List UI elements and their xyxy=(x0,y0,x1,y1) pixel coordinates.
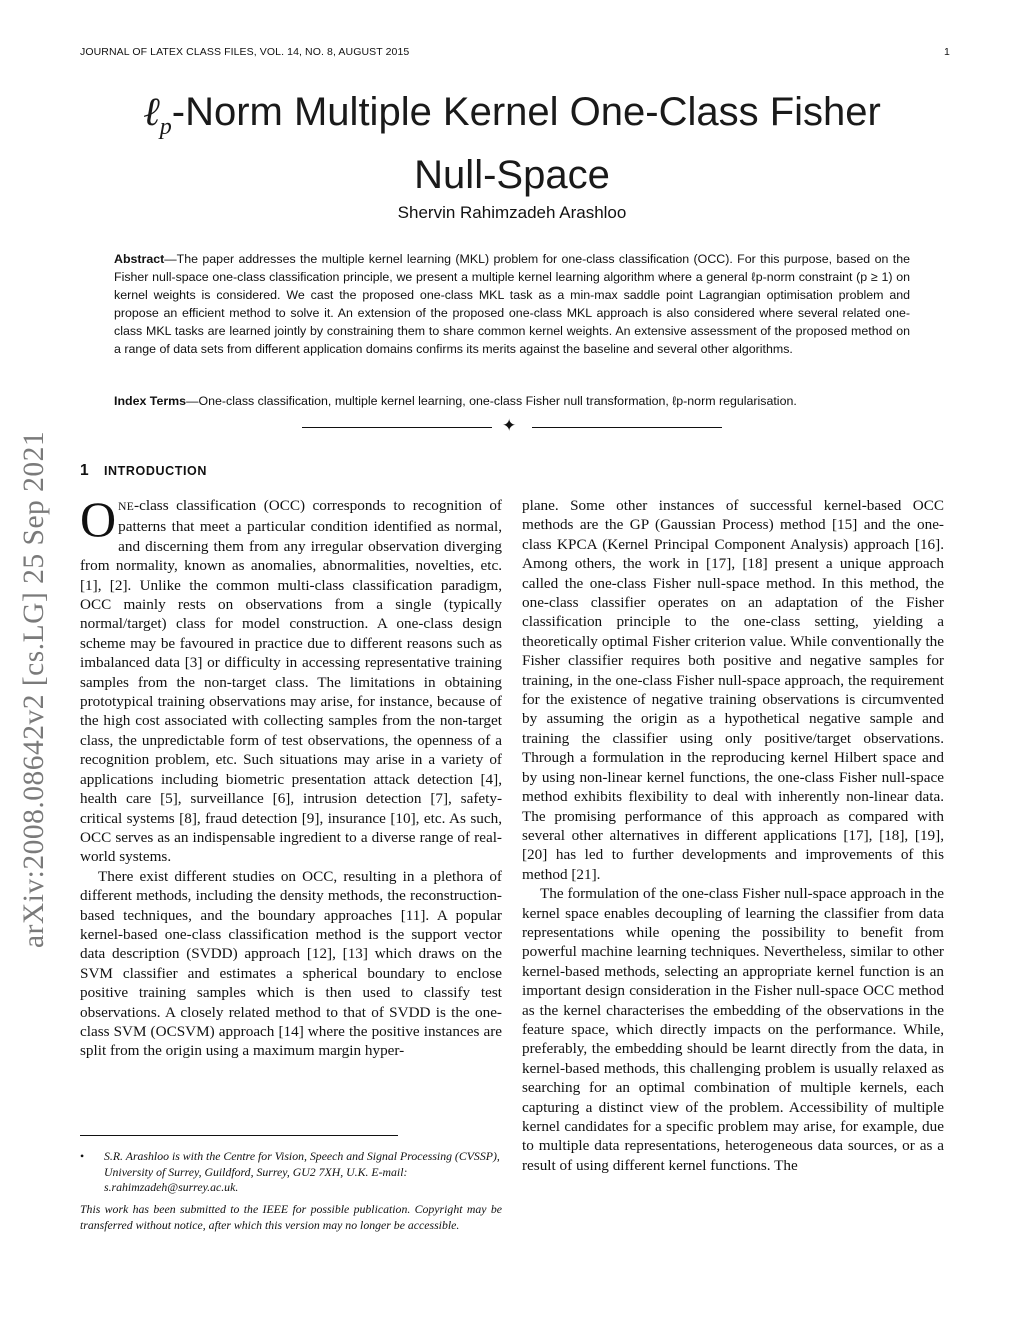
footnote-affiliation-text: S.R. Arashloo is with the Centre for Vision, Speech and Signal Processing (CVSSP), University of Surrey, Guildford, Surrey, GU2 7XH, U.K. E-mail: s.rahimzadeh@surrey.ac.uk. xyxy=(104,1149,500,1194)
footnote-bullet: • xyxy=(80,1149,85,1163)
index-terms-label: Index Terms xyxy=(114,394,187,408)
title-line-1-text: -Norm Multiple Kernel One-Class Fisher xyxy=(171,90,881,134)
abstract-text: —The paper addresses the multiple kernel learning (MKL) problem for one-class classification (OCC). For this purpose, based on the Fisher null-space one-class classification principle, we present a multiple kernel learning algorithm where a general ℓp-norm constraint (p ≥ 1) on kernel weights is considered. We cast the proposed one-class MKL task as a min-max saddle point Lagrangian optimisation problem and propose an efficient method to solve it. An extension of the proposed one-class MKL approach is also considered where several related one-class MKL tasks are learned jointly by constraining them to share common kernel weights. An extensive assessment of the proposed method on a range of data sets from different application domains confirms its merits against the baseline and several other algorithms. xyxy=(114,252,910,356)
left-column xyxy=(80,491,502,1061)
section-number: 1 xyxy=(80,462,90,479)
drop-cap: O xyxy=(80,491,117,547)
intro-paragraph-3: plane. Some other instances of successful kernel-based OCC methods are the GP (Gaussian Process) method [15] and the one-class KPCA (Kernel Principal Component Analysis) approach [16]. Among others, the work in [17], [18] present a unique approach called the one-class Fisher null-space method. In this method, the one-class classifier operates on an adaptation of the Fisher classification principle to the one-class setting, yielding a theoretically optimal Fisher criterion value. While conventionally the Fisher classifier requires both positive and negative samples for training, in the one-class Fisher null-space approach, the requirement for the existence of negative training observations is circumvented by assuming the origin as a hypothetical negative sample and training the classifier using only positive/target observations. Through a formulation in the reproducing kernel Hilbert space and by using non-linear kernel functions, the one-class Fisher null-space method exhibits flexibility to deal with inherently non-linear data. The promising performance of this approach as compared with several other alternatives in different applications [17], [18], [19], [20] has led to further developments and improvements of this method [21]. xyxy=(522,497,944,883)
abstract xyxy=(114,250,910,358)
intro-paragraph-4: The formulation of the one-class Fisher null-space approach in the kernel space enables decoupling of learning the classifier from data representations while opening the possibility to benefit from powerful machine learning techniques. Nevertheless, similar to other kernel-based methods, selecting an appropriate kernel function is an important design consideration in the Fisher null-space OCC method as the kernel characterises the embedding of the observations in the feature space, which directly impacts on the performance. While, preferably, the embedding should be learnt directly from the data, in kernel-based methods, this challenging problem is usually relaxed as searching for an optimal combination of multiple kernels, each capturing a distinct view of the problem. Accessibility of multiple kernel candidates for a specific problem may arise, for example, due to multiple data representations, heterogeneous data sources, or as a result of using different kernel functions. The xyxy=(522,885,944,1174)
index-terms-text: —One-class classification, multiple kernel learning, one-class Fisher null transformation, ℓp-norm regularisation. xyxy=(186,394,797,408)
running-header xyxy=(80,46,950,58)
intro-paragraph-1-text: -class classification (OCC) corresponds to recognition of patterns that meet a particular condition identified as normal, and discerning them from any irregular observation diverging from normality, known as anomalies, abnormalities, novelties, etc. [1], [2]. Unlike the common multi-class classification paradigm, OCC mainly rests on observations from a single (typically normal/target) class for model construction. A one-class design scheme may be favoured in practice due to different reasons such as imbalanced data [3] or difficulty in accessing representative training samples from the non-target class. The limitations in obtaining prototypical training observations may arise, for instance, because of the high cost associated with collecting samples from the non-target class, the unpredictable form of test observations, the openness of a recognition problem, etc. Such situations may arise in a variety of applications including biometric presentation attack detection [4], health care [5], surveillance [6], intrusion detection [7], safety-critical systems [8], fraud detection [9], insurance [10], etc. As such, OCC serves as an indispensable ingredient to a diverse range of real-world systems. xyxy=(80,497,502,866)
separator-right-rule xyxy=(532,427,722,428)
page-number: 1 xyxy=(944,46,950,58)
intro-paragraph-1 xyxy=(80,491,502,867)
title-line-1 xyxy=(60,88,964,151)
title-math-p: p xyxy=(159,114,172,140)
section-title: INTRODUCTION xyxy=(103,464,207,478)
arxiv-stamp: arXiv:2008.08642v2 [cs.LG] 25 Sep 2021 xyxy=(18,430,50,948)
separator-left-rule xyxy=(302,427,492,428)
title-math-ell: ℓ xyxy=(143,89,160,134)
footnote-rule xyxy=(80,1135,398,1136)
journal-line: JOURNAL OF LATEX CLASS FILES, VOL. 14, NO. 8, AUGUST 2015 xyxy=(80,46,410,58)
index-terms xyxy=(114,392,910,410)
title-line-2: Null-Space xyxy=(414,153,610,197)
section-heading xyxy=(80,462,207,480)
separator-diamond-icon: ✦ xyxy=(502,416,517,435)
author-name: Shervin Rahimzadeh Arashloo xyxy=(397,203,627,222)
footnote-notice: This work has been submitted to the IEEE for possible publication. Copyright may be transferred without notice, after which this version may no longer be accessible. xyxy=(80,1202,502,1232)
right-column xyxy=(522,496,944,1175)
abstract-label: Abstract xyxy=(114,252,165,266)
footnote-affiliation xyxy=(80,1149,502,1196)
lead-smallcaps: NE xyxy=(118,501,135,513)
paper-title xyxy=(60,88,964,199)
intro-paragraph-2: There exist different studies on OCC, resulting in a plethora of different methods, including the density methods, the reconstruction-based techniques, and the boundary approaches [11]. A popular kernel-based one-class classification method is the support vector data description (SVDD) approach [12], [13] which draws on the SVM classifier and estimates a spherical boundary to enclose positive training samples which is then used to classify test observations. A closely related method to that of SVDD is the one-class SVM (OCSVM) approach [14] where the positive instances are split from the origin using a maximum margin hyper- xyxy=(80,867,502,1060)
